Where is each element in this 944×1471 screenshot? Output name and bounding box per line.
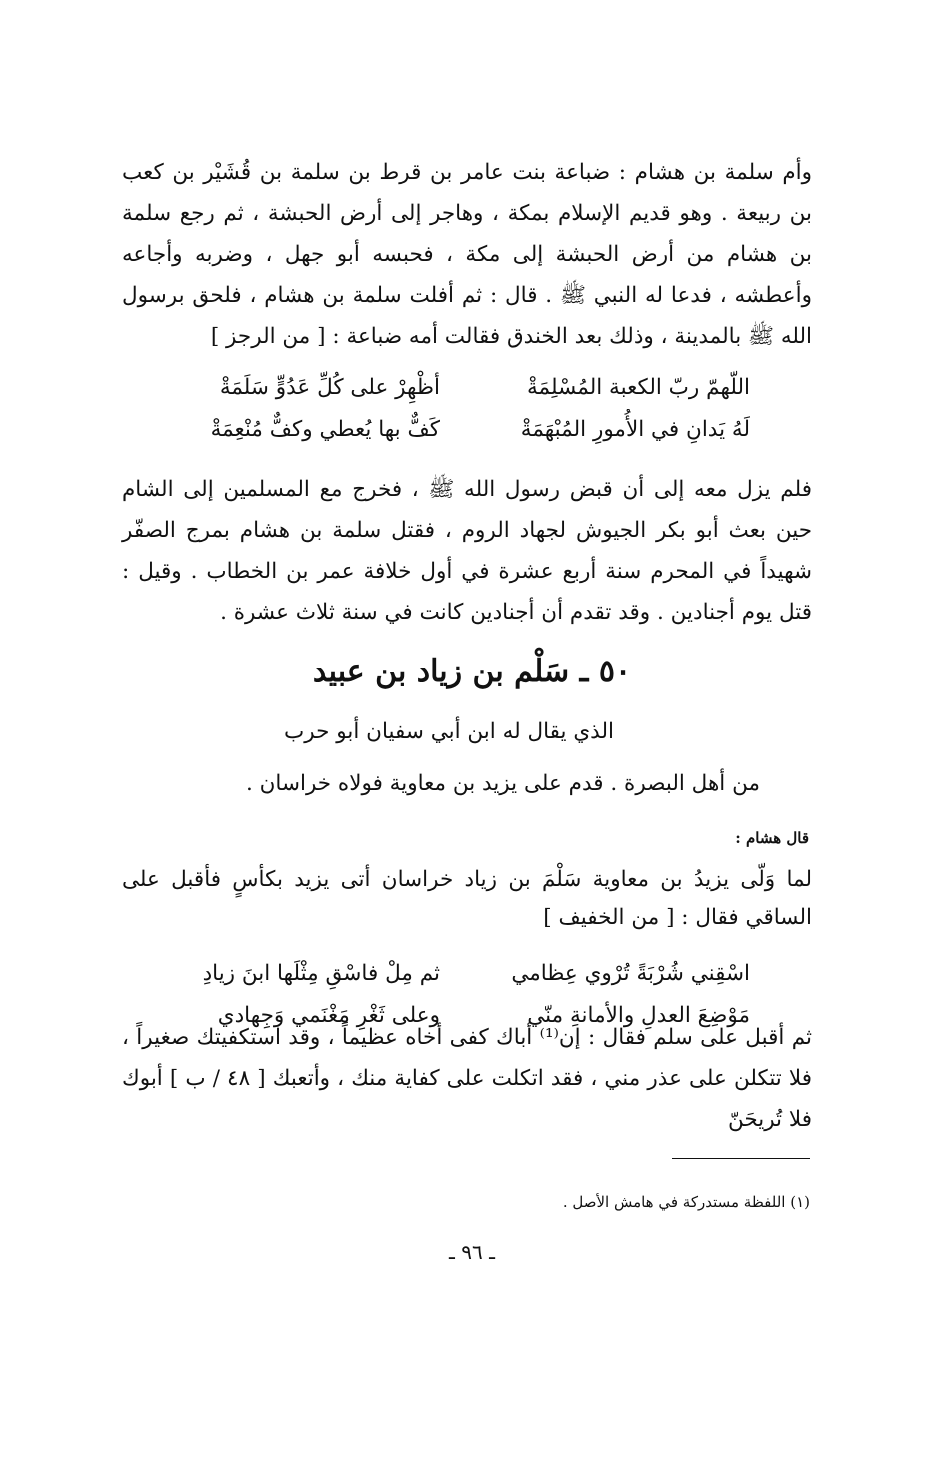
verse-first-hemistich: لَهُ يَدانِ في الأُمورِ المُبْهَمَةْ <box>520 417 750 442</box>
verse-second-hemistich: وعلى ثَغْرِ مَغْنَمي وَجِهادي <box>217 1003 440 1028</box>
verse-first-hemistich: مَوْضِعَ العدلِ والأمانةِ منّي <box>527 1003 750 1028</box>
verse-second-hemistich: أظْهِرْ على كُلِّ عَدُوٍّ سَلَمَةْ <box>219 375 440 400</box>
page-number: ـ ٩٦ ـ <box>449 1240 495 1264</box>
paragraph-mother-of-salama: وأم سلمة بن هشام : ضباعة بنت عامر بن قرط بن سلمة بن قُشَيْر بن كعب بن ربيعة . وهو قديم الإسلام بمكة ، وهاجر إلى أرض الحبشة ، ثم رجع سلمة بن هشام من أرض الحبشة إلى مكة ، فحبسه أبو جهل ، وضربه وأجاعه وأعطشه ، فدعا له النبي ﷺ . قال : ثم أفلت سلمة بن هشام ، فلحق برسول الله ﷺ بالمدينة ، وذلك بعد الخندق فقالت أمه ضباعة : [ من الرجز ] <box>122 160 812 349</box>
verse-second-hemistich: كَفٌّ بها يُعطي وكفٌّ مُنْعِمَةْ <box>210 417 440 442</box>
entry-heading: ٥٠ ـ سَلْم بن زياد بن عبيد <box>312 654 632 689</box>
footnote-divider <box>672 1158 810 1159</box>
narrator-label: قال هشام : <box>735 829 809 847</box>
verse-first-hemistich: اسْقِني شُرْبَةً تُرْوي عِظامي <box>511 961 750 986</box>
verse-first-hemistich: اللّهمّ ربّ الكعبة المُسْلِمَةْ <box>527 375 750 400</box>
poem-rajaz <box>170 367 750 451</box>
verse-line <box>170 367 750 409</box>
verse-line <box>170 953 750 995</box>
footnote: (١) اللفظة مستدركة في هامش الأصل . <box>562 1193 810 1211</box>
verse-second-hemistich: ثم مِلْ فاسْقِ مِثْلَها ابنَ زيادِ <box>202 961 440 986</box>
paragraph-death-of-salama: فلم يزل معه إلى أن قبض رسول الله ﷺ ، فخرج مع المسلمين إلى الشام حين بعث أبو بكر الجيوش لجهاد الروم ، فقتل سلمة بن هشام بمرج الصفّر شهيداً في المحرم سنة أربع عشرة في أول خلافة عمر بن الخطاب . وقيل : قتل يوم أجنادين . وقد تقدم أن أجنادين كانت في سنة ثلاث عشرة . <box>122 477 812 625</box>
paragraph-yazid: لما وَلّى يزيدُ بن معاوية سَلْمَ بن زياد خراسان أتى يزيد بكأسٍ فأقبل على الساقي فقال : [ من الخفيف ] <box>122 867 812 930</box>
verse-line <box>170 409 750 451</box>
entry-origin: من أهل البصرة . قدم على يزيد بن معاوية فولاه خراسان . <box>245 771 760 796</box>
entry-subtitle: الذي يقال له ابن أبي سفيان أبو حرب <box>284 719 614 744</box>
paragraph-yazid-advice: ثم أقبل على سلم فقال : إن⁽¹⁾ أباك كفى أخاه عظيماً ، وقد استكفيتك صغيراً ، فلا تتكلن على عذر مني ، فقد اتكلت على كفاية منك ، وأتعبك [ ٤٨ / ب ] أبوك فلا تُريحَنّ <box>122 1025 812 1132</box>
